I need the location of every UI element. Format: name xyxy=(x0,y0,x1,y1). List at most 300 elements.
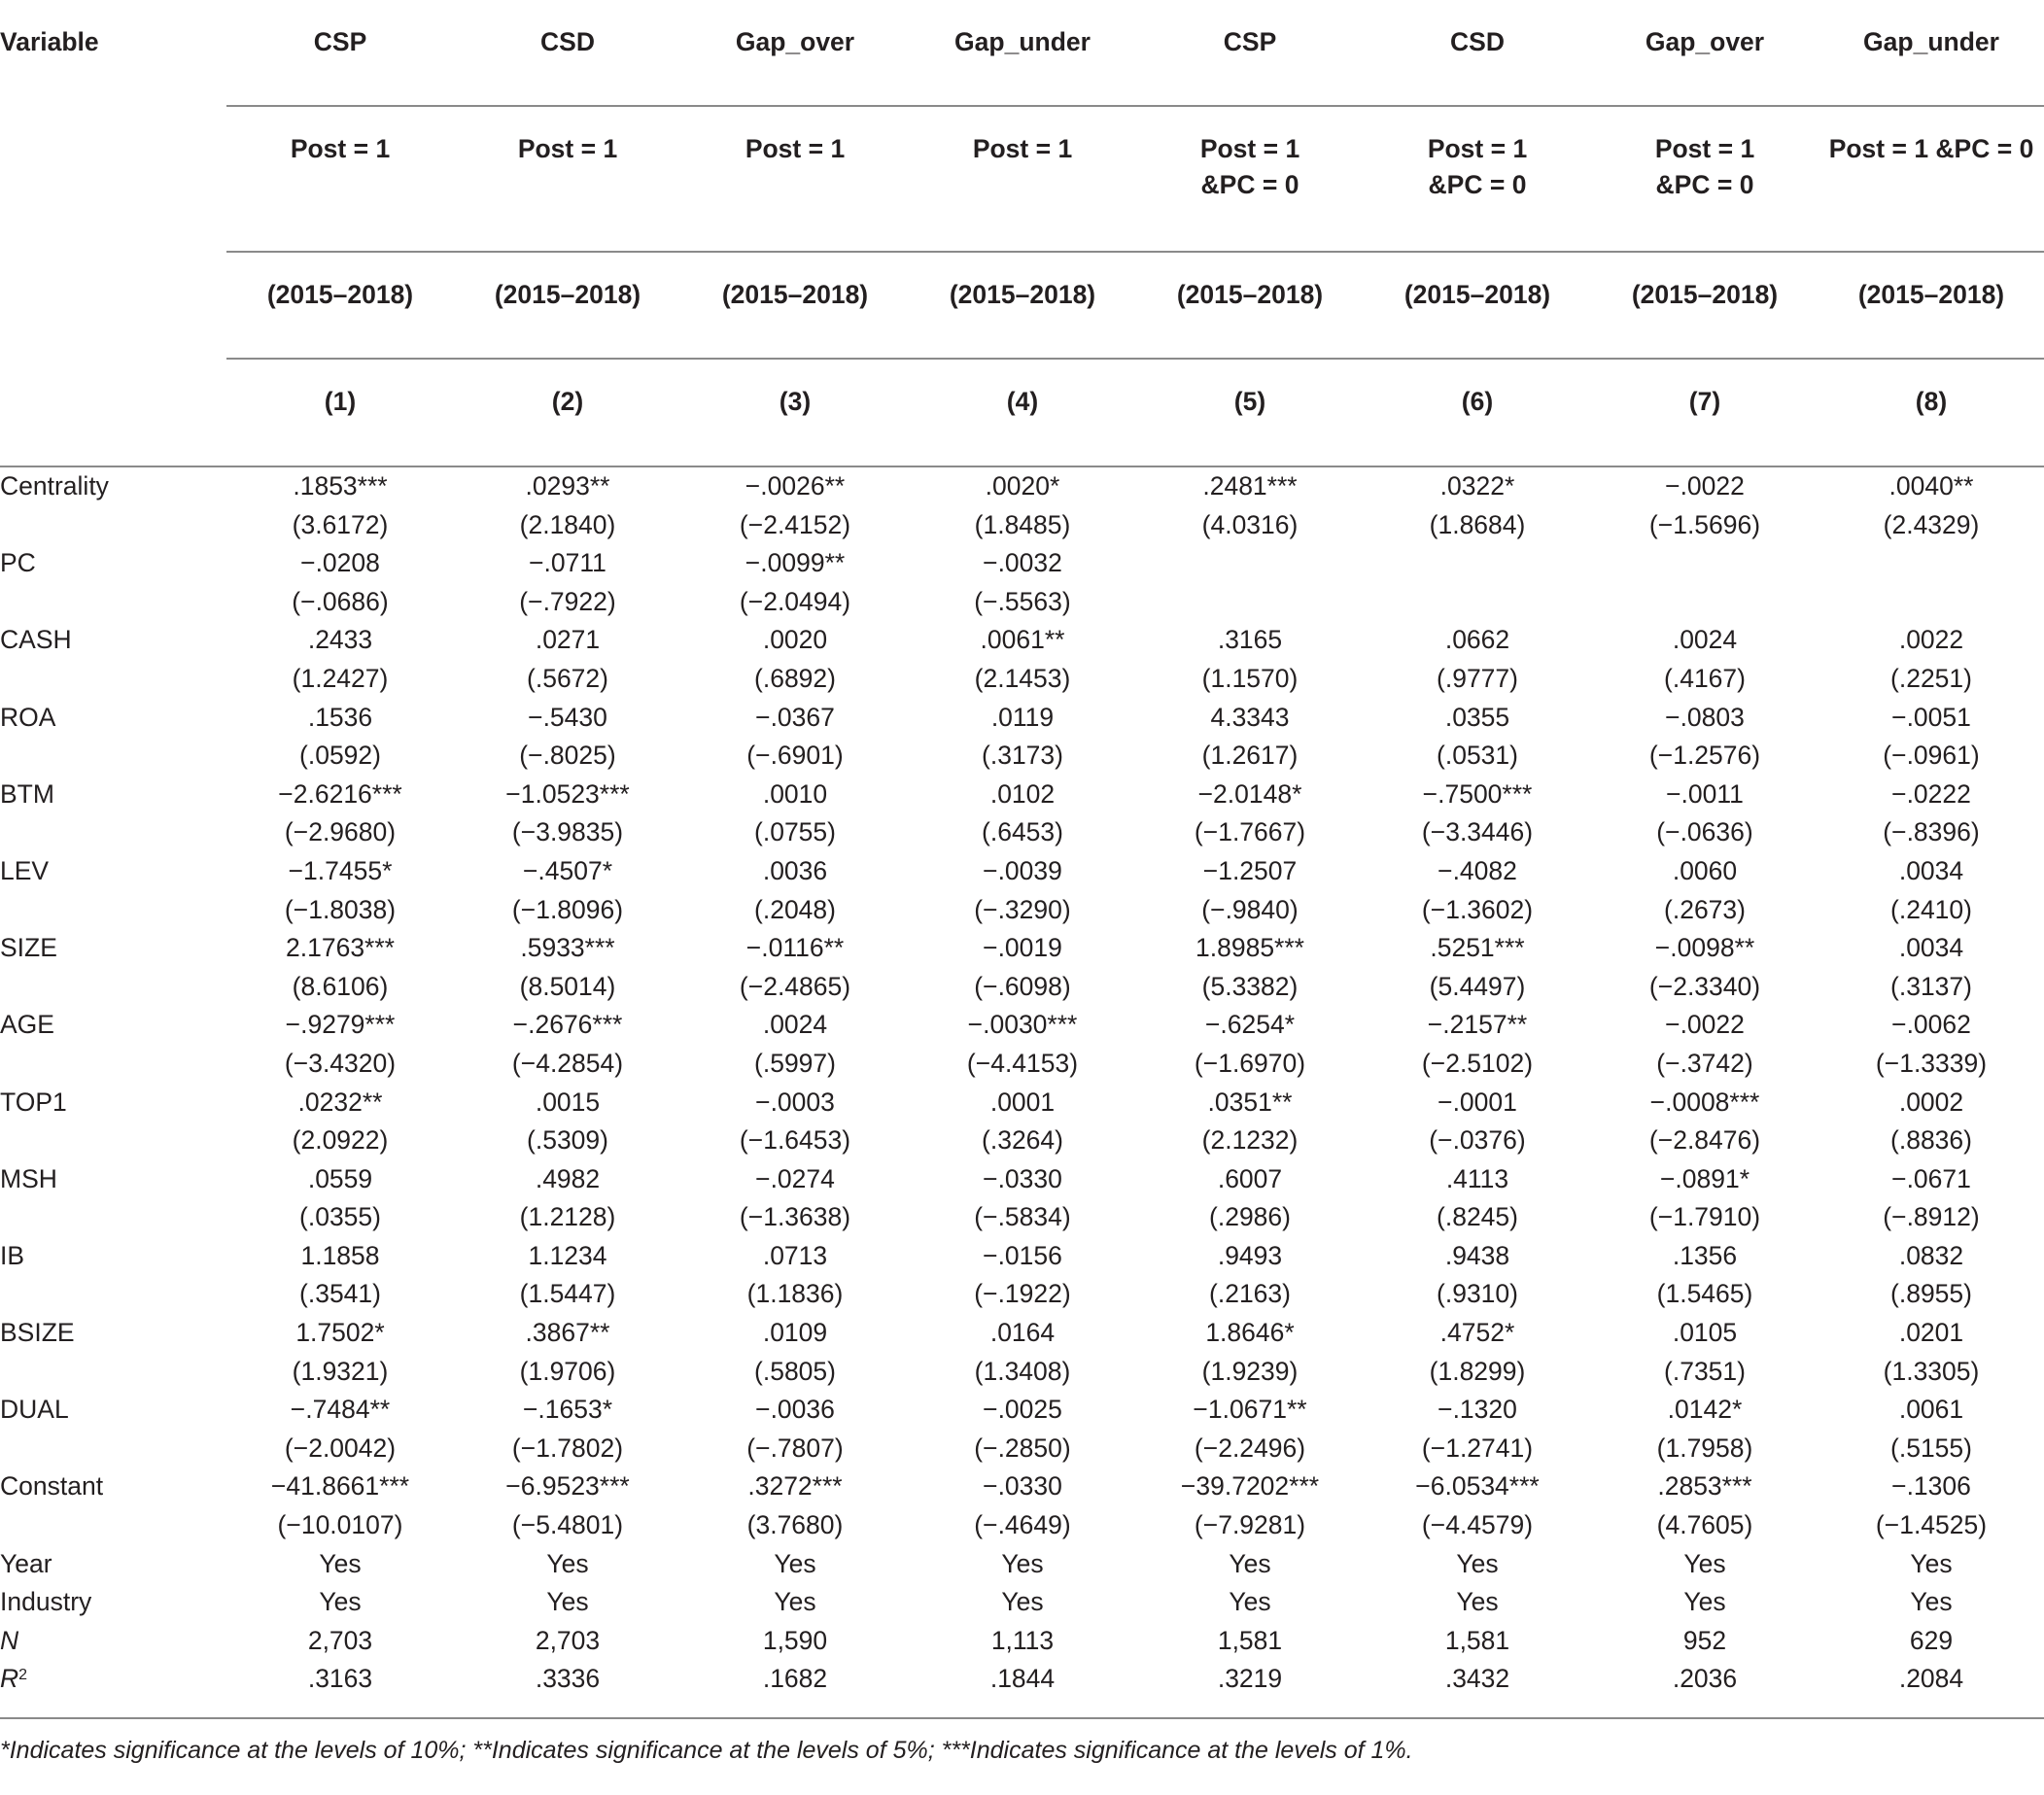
t-stat-cell: (−.3742) xyxy=(1656,1048,1753,1078)
coefficient-cell: 1.8985*** xyxy=(1195,933,1304,963)
sample-line-1: Post = 1 &PC = 0 xyxy=(1828,134,2034,163)
control-cell: Yes xyxy=(1229,1548,1271,1578)
blank-cell xyxy=(0,813,226,852)
coefficient-cell: −.6254* xyxy=(1204,1010,1296,1040)
coefficient-cell: −.7500*** xyxy=(1422,778,1533,809)
coefficient-cell: .5251*** xyxy=(1430,933,1525,963)
column-period-header: (2015–2018) xyxy=(681,252,909,359)
coefficient-cell xyxy=(1819,544,2044,583)
t-stat-row xyxy=(0,1045,2044,1084)
t-stat-cell: (−.0686) xyxy=(292,586,389,616)
t-stat-row xyxy=(0,737,2044,776)
t-stat-cell: (−1.2741) xyxy=(1421,1433,1534,1463)
control-cell: Yes xyxy=(1683,1587,1726,1617)
coefficient-cell: −.0003 xyxy=(755,1087,835,1117)
t-stat-cell: (−1.3339) xyxy=(1875,1048,1988,1078)
t-stat-cell: (−2.2496) xyxy=(1194,1433,1306,1463)
t-stat-cell: (1.5465) xyxy=(1656,1279,1753,1309)
t-stat-cell: (1.8684) xyxy=(1429,509,1526,539)
coefficient-cell: .4982 xyxy=(535,1163,601,1193)
r2-cell: .1844 xyxy=(909,1660,1136,1718)
t-stat-cell: (−4.2854) xyxy=(511,1048,624,1078)
t-stat-cell: (.3264) xyxy=(982,1125,1063,1156)
column-period-header: (2015–2018) xyxy=(226,252,454,359)
variable-label: BTM xyxy=(0,778,54,809)
t-stat-cell: (−1.3638) xyxy=(739,1202,851,1232)
t-stat-cell: (.0592) xyxy=(299,741,381,771)
t-stat-cell: (−1.7910) xyxy=(1648,1202,1761,1232)
sample-line-1: Post = 1 xyxy=(1427,134,1528,163)
t-stat-cell: (2.4329) xyxy=(1883,509,1980,539)
t-stat-cell xyxy=(1364,583,1591,622)
t-stat-cell: (.7351) xyxy=(1664,1356,1746,1386)
column-period-header: (2015–2018) xyxy=(909,252,1136,359)
coefficient-cell: .0713 xyxy=(762,1240,828,1270)
coefficient-cell: 1.7502* xyxy=(295,1318,385,1348)
blank-cell xyxy=(0,737,226,776)
coefficient-cell: −6.0534*** xyxy=(1415,1471,1540,1502)
t-stat-cell: (−.0376) xyxy=(1429,1125,1526,1156)
variable-label: AGE xyxy=(0,1010,54,1040)
t-stat-cell: (1.9706) xyxy=(519,1356,616,1386)
sample-line-2: &PC = 0 xyxy=(1428,170,1527,199)
coefficient-cell: −.0022 xyxy=(1665,471,1745,501)
t-stat-cell: (.2251) xyxy=(1890,663,1972,693)
t-stat-cell: (−.4649) xyxy=(974,1510,1071,1540)
coef-row xyxy=(0,1006,2044,1045)
coefficient-cell: .0662 xyxy=(1444,625,1510,655)
control-row xyxy=(0,1583,2044,1622)
coefficient-cell: .0164 xyxy=(989,1318,1056,1348)
t-stat-cell: (−3.9835) xyxy=(511,817,624,847)
blank-cell xyxy=(0,1122,226,1160)
t-stat-cell: (.2673) xyxy=(1664,894,1746,924)
coefficient-cell: .0102 xyxy=(989,778,1056,809)
coefficient-cell: −.9279*** xyxy=(285,1010,396,1040)
t-stat-cell: (.8955) xyxy=(1890,1279,1972,1309)
control-cell: Yes xyxy=(1456,1548,1499,1578)
t-stat-cell: (.5672) xyxy=(527,663,608,693)
coefficient-cell: .0001 xyxy=(989,1087,1056,1117)
column-dv-header: CSP xyxy=(226,0,454,106)
coefficient-cell: .0020* xyxy=(985,471,1060,501)
t-stat-cell: (4.7605) xyxy=(1656,1510,1753,1540)
t-stat-cell: (.6892) xyxy=(754,663,836,693)
t-stat-cell: (4.0316) xyxy=(1201,509,1299,539)
column-number-header: (6) xyxy=(1364,359,1591,466)
column-number-header: (5) xyxy=(1136,359,1364,466)
n-cell: 2,703 xyxy=(307,1625,373,1655)
coefficient-cell: .0002 xyxy=(1898,1087,1964,1117)
column-dv-header: CSD xyxy=(454,0,681,106)
coefficient-cell: .1536 xyxy=(307,702,373,732)
coefficient-cell: −.0026** xyxy=(745,471,846,501)
t-stat-cell: (−2.3340) xyxy=(1648,971,1761,1001)
t-stat-cell: (−2.0042) xyxy=(284,1433,397,1463)
t-stat-cell: (1.9239) xyxy=(1201,1356,1299,1386)
coefficient-cell: −1.0523*** xyxy=(505,778,630,809)
t-stat-cell: (.9777) xyxy=(1437,663,1518,693)
coefficient-cell: .0142* xyxy=(1667,1395,1743,1425)
footnote: *Indicates significance at the levels of 10%; **Indicates significance at the levels of 5%; ***Indicates significance at the levels of 1%. xyxy=(0,1737,1413,1765)
r2-label xyxy=(0,1660,226,1718)
t-stat-row xyxy=(0,1275,2044,1314)
sample-line-1: Post = 1 xyxy=(517,134,618,163)
blank-cell xyxy=(0,660,226,699)
coefficient-cell: −.0891* xyxy=(1659,1163,1750,1193)
coefficient-cell: .1853*** xyxy=(293,471,388,501)
coefficient-cell: .9493 xyxy=(1217,1240,1283,1270)
coefficient-cell: .0024 xyxy=(1672,625,1738,655)
blank-cell xyxy=(0,506,226,545)
r2-cell: .2084 xyxy=(1819,1660,2044,1718)
coefficient-cell: −.1653* xyxy=(522,1395,613,1425)
t-stat-cell: (8.5014) xyxy=(519,971,616,1001)
coefficient-cell: .3272*** xyxy=(747,1471,843,1502)
coefficient-cell: −41.8661*** xyxy=(270,1471,410,1502)
coefficient-cell: .0034 xyxy=(1898,855,1964,885)
t-stat-cell: (−1.4525) xyxy=(1875,1510,1988,1540)
t-stat-cell: (1.1836) xyxy=(746,1279,844,1309)
t-stat-cell: (.6453) xyxy=(982,817,1063,847)
coefficient-cell xyxy=(1364,544,1591,583)
coefficient-cell: .0036 xyxy=(762,855,828,885)
coefficient-cell: .0015 xyxy=(535,1087,601,1117)
coefficient-cell: .6007 xyxy=(1217,1163,1283,1193)
t-stat-cell: (−1.3602) xyxy=(1421,894,1534,924)
n-cell: 1,113 xyxy=(990,1625,1055,1655)
t-stat-cell: (−.7922) xyxy=(519,586,616,616)
t-stat-cell: (1.3305) xyxy=(1883,1356,1980,1386)
coefficient-cell: −.0330 xyxy=(983,1471,1062,1502)
sample-line-1: Post = 1 xyxy=(972,134,1073,163)
t-stat-cell: (.2410) xyxy=(1890,894,1972,924)
t-stat-cell: (.2048) xyxy=(754,894,836,924)
column-number-header: (8) xyxy=(1819,359,2044,466)
coef-row xyxy=(0,1391,2044,1430)
t-stat-cell: (1.8485) xyxy=(974,509,1071,539)
coefficient-cell: .2481*** xyxy=(1202,471,1298,501)
coefficient-cell: .0559 xyxy=(307,1163,373,1193)
t-stat-cell: (8.6106) xyxy=(292,971,389,1001)
coefficient-cell: 1.8646* xyxy=(1205,1318,1295,1348)
coefficient-cell: 1.1858 xyxy=(300,1240,380,1270)
coefficient-cell: −6.9523*** xyxy=(505,1471,630,1502)
r2-cell: .2036 xyxy=(1591,1660,1819,1718)
coefficient-cell: −.0039 xyxy=(983,855,1062,885)
control-cell: Yes xyxy=(1683,1548,1726,1578)
blank-cell xyxy=(0,1275,226,1314)
t-stat-cell: (−2.8476) xyxy=(1648,1125,1761,1156)
blank-cell xyxy=(0,968,226,1007)
t-stat-cell: (3.7680) xyxy=(746,1510,844,1540)
coefficient-cell: −2.6216*** xyxy=(278,778,402,809)
t-stat-cell: (−2.4865) xyxy=(739,971,851,1001)
coefficient-cell: .0119 xyxy=(990,702,1055,732)
control-cell: Yes xyxy=(1910,1587,1953,1617)
n-row xyxy=(0,1622,2044,1661)
t-stat-cell: (−1.6453) xyxy=(739,1125,851,1156)
t-stat-cell: (2.1232) xyxy=(1201,1125,1299,1156)
coefficient-cell: −.0330 xyxy=(983,1163,1062,1193)
variable-label: ROA xyxy=(0,702,56,732)
t-stat-cell: (.0755) xyxy=(754,817,836,847)
t-stat-row xyxy=(0,968,2044,1007)
variable-label: BSIZE xyxy=(0,1318,75,1348)
t-stat-cell: (1.9321) xyxy=(292,1356,389,1386)
blank-cell xyxy=(0,1430,226,1468)
t-stat-cell: (1.5447) xyxy=(519,1279,616,1309)
variable-label: Centrality xyxy=(0,471,109,501)
t-stat-cell xyxy=(1136,583,1364,622)
coefficient-cell: .3867** xyxy=(525,1318,610,1348)
sample-line-1: Post = 1 xyxy=(1199,134,1300,163)
coef-row xyxy=(0,776,2044,814)
variable-label: CASH xyxy=(0,625,72,655)
column-sample-header xyxy=(454,106,681,252)
t-stat-cell: (2.0922) xyxy=(292,1125,389,1156)
t-stat-row xyxy=(0,1353,2044,1392)
t-stat-cell: (−.3290) xyxy=(974,894,1071,924)
coefficient-cell: −.0711 xyxy=(529,548,606,578)
t-stat-row xyxy=(0,813,2044,852)
r2-cell: .3219 xyxy=(1136,1660,1364,1718)
column-dv-header: CSD xyxy=(1364,0,1591,106)
control-cell: Yes xyxy=(546,1548,589,1578)
t-stat-cell: (1.2128) xyxy=(519,1202,616,1232)
coefficient-cell: −.2676*** xyxy=(512,1010,623,1040)
t-stat-cell: (−.2850) xyxy=(974,1433,1071,1463)
coefficient-cell: .0061** xyxy=(980,625,1065,655)
sample-line-2: &PC = 0 xyxy=(1200,170,1299,199)
blank-cell xyxy=(0,1045,226,1084)
coefficient-cell: −.0022 xyxy=(1665,1010,1745,1040)
blank-cell xyxy=(0,359,226,466)
coefficient-cell: −.0274 xyxy=(755,1163,835,1193)
control-row xyxy=(0,1545,2044,1584)
coefficient-cell: −.0803 xyxy=(1665,702,1745,732)
coefficient-cell: −1.2507 xyxy=(1202,855,1298,885)
blank-cell xyxy=(0,1198,226,1237)
coefficient-cell: −.0001 xyxy=(1438,1087,1517,1117)
column-sample-header xyxy=(681,106,909,252)
t-stat-cell: (.3137) xyxy=(1890,971,1972,1001)
column-dv-header: Gap_under xyxy=(909,0,1136,106)
coefficient-cell: .2433 xyxy=(307,625,373,655)
coefficient-cell: 4.3343 xyxy=(1210,702,1290,732)
t-stat-row xyxy=(0,660,2044,699)
t-stat-cell xyxy=(1819,583,2044,622)
control-cell: Yes xyxy=(1456,1587,1499,1617)
coefficient-cell: −.4082 xyxy=(1438,855,1517,885)
coefficient-cell: 1.1234 xyxy=(528,1240,607,1270)
t-stat-cell: (−.7807) xyxy=(746,1433,844,1463)
control-cell: Yes xyxy=(319,1587,362,1617)
t-stat-cell: (−2.5102) xyxy=(1421,1048,1534,1078)
t-stat-cell: (−1.2576) xyxy=(1648,741,1761,771)
blank-cell xyxy=(0,106,226,252)
coefficient-cell: −.0025 xyxy=(983,1395,1062,1425)
column-period-header: (2015–2018) xyxy=(1591,252,1819,359)
t-stat-cell: (1.2427) xyxy=(292,663,389,693)
t-stat-cell: (−2.0494) xyxy=(739,586,851,616)
coefficient-cell: .9438 xyxy=(1444,1240,1510,1270)
blank-cell xyxy=(0,583,226,622)
r2-label-text: R xyxy=(0,1664,19,1694)
column-number-header: (1) xyxy=(226,359,454,466)
column-sample-header xyxy=(1591,106,1819,252)
variable-label: Constant xyxy=(0,1471,104,1502)
t-stat-cell: (−.9840) xyxy=(1201,894,1299,924)
coefficient-cell: .2853*** xyxy=(1657,1471,1752,1502)
r2-cell: .1682 xyxy=(681,1660,909,1718)
t-stat-row xyxy=(0,1198,2044,1237)
t-stat-cell: (.8245) xyxy=(1437,1202,1518,1232)
n-cell: 1,590 xyxy=(762,1625,828,1655)
sample-line-1: Post = 1 xyxy=(1654,134,1755,163)
coef-row xyxy=(0,852,2044,891)
coefficient-cell: −.0008*** xyxy=(1649,1087,1760,1117)
t-stat-row xyxy=(0,1430,2044,1468)
coefficient-cell: −.0030*** xyxy=(967,1010,1078,1040)
t-stat-cell: (−3.3446) xyxy=(1421,817,1534,847)
t-stat-cell: (−1.6970) xyxy=(1194,1048,1306,1078)
t-stat-cell: (−.0961) xyxy=(1883,741,1980,771)
coefficient-cell: .0271 xyxy=(535,625,601,655)
t-stat-cell: (−.1922) xyxy=(974,1279,1071,1309)
coef-row xyxy=(0,621,2044,660)
t-stat-cell: (−.5563) xyxy=(974,586,1071,616)
t-stat-cell: (1.3408) xyxy=(974,1356,1071,1386)
coefficient-cell: .0040** xyxy=(1888,471,1974,501)
coef-row xyxy=(0,1160,2044,1199)
t-stat-cell: (−7.9281) xyxy=(1194,1510,1306,1540)
t-stat-cell: (1.7958) xyxy=(1656,1433,1753,1463)
t-stat-cell: (.0531) xyxy=(1437,741,1518,771)
r2-cell: .3163 xyxy=(226,1660,454,1718)
t-stat-cell: (−10.0107) xyxy=(277,1510,403,1540)
t-stat-cell: (.5805) xyxy=(754,1356,836,1386)
control-cell: Yes xyxy=(319,1548,362,1578)
coefficient-cell: .0060 xyxy=(1672,855,1738,885)
variable-label: LEV xyxy=(0,855,50,885)
t-stat-cell: (−.6098) xyxy=(974,971,1071,1001)
column-period-header: (2015–2018) xyxy=(1819,252,2044,359)
coefficient-cell: −.0099** xyxy=(745,548,846,578)
t-stat-cell: (.5155) xyxy=(1890,1433,1972,1463)
coefficient-cell: −.1306 xyxy=(1891,1471,1971,1502)
control-cell: Yes xyxy=(1001,1548,1044,1578)
column-sample-header xyxy=(909,106,1136,252)
header-row-sample xyxy=(0,106,2044,252)
t-stat-cell: (.9310) xyxy=(1437,1279,1518,1309)
t-stat-cell: (−4.4579) xyxy=(1421,1510,1534,1540)
t-stat-cell: (1.1570) xyxy=(1201,663,1299,693)
column-dv-header: Gap_under xyxy=(1819,0,2044,106)
variable-label: TOP1 xyxy=(0,1087,67,1117)
coefficient-cell: .0061 xyxy=(1898,1395,1964,1425)
coefficient-cell: .0832 xyxy=(1898,1240,1964,1270)
t-stat-cell: (1.2617) xyxy=(1201,741,1299,771)
blank-cell xyxy=(0,252,226,359)
sample-line-2: &PC = 0 xyxy=(1655,170,1754,199)
coefficient-cell: −.0116** xyxy=(745,933,845,963)
t-stat-cell xyxy=(1591,583,1819,622)
coef-row xyxy=(0,699,2044,738)
r2-cell: .3336 xyxy=(454,1660,681,1718)
header-row-number xyxy=(0,359,2044,466)
coefficient-cell: .0105 xyxy=(1672,1318,1738,1348)
coefficient-cell: −.1320 xyxy=(1438,1395,1517,1425)
coef-row xyxy=(0,1237,2044,1276)
t-stat-cell: (−1.7667) xyxy=(1194,817,1306,847)
coefficient-cell xyxy=(1591,544,1819,583)
coefficient-cell: .3165 xyxy=(1217,625,1283,655)
coefficient-cell: .0020 xyxy=(762,625,828,655)
coefficient-cell: .0351** xyxy=(1207,1087,1293,1117)
coefficient-cell: −.2157** xyxy=(1427,1010,1528,1040)
coefficient-cell xyxy=(1136,544,1364,583)
control-cell: Yes xyxy=(1910,1548,1953,1578)
coefficient-cell: −.0671 xyxy=(1891,1163,1971,1193)
t-stat-cell: (.4167) xyxy=(1664,663,1746,693)
blank-cell xyxy=(0,891,226,930)
t-stat-cell: (−1.8096) xyxy=(511,894,624,924)
t-stat-cell: (2.1453) xyxy=(974,663,1071,693)
control-cell: Yes xyxy=(1001,1587,1044,1617)
column-sample-header xyxy=(1819,106,2044,252)
header-row-period xyxy=(0,252,2044,359)
coefficient-cell: −.0156 xyxy=(983,1240,1062,1270)
column-period-header: (2015–2018) xyxy=(1364,252,1591,359)
column-dv-header: Gap_over xyxy=(1591,0,1819,106)
t-stat-cell: (.5997) xyxy=(754,1048,836,1078)
n-cell: 952 xyxy=(1682,1625,1727,1655)
coefficient-cell: .0355 xyxy=(1444,702,1510,732)
control-label: Industry xyxy=(0,1587,92,1617)
footnote-row xyxy=(0,1718,2044,1795)
t-stat-cell: (−2.4152) xyxy=(739,509,851,539)
blank-cell xyxy=(0,1353,226,1392)
variable-label: IB xyxy=(0,1240,25,1270)
column-dv-header: CSP xyxy=(1136,0,1364,106)
coefficient-cell: −1.0671** xyxy=(1193,1395,1307,1425)
coef-row xyxy=(0,466,2044,506)
coefficient-cell: −2.0148* xyxy=(1197,778,1302,809)
coefficient-cell: −.0208 xyxy=(300,548,380,578)
t-stat-cell: (−2.9680) xyxy=(284,817,397,847)
variable-label: SIZE xyxy=(0,933,57,963)
r2-superscript: 2 xyxy=(18,1667,28,1684)
t-stat-cell: (−3.4320) xyxy=(284,1048,397,1078)
t-stat-cell: (.5309) xyxy=(527,1125,608,1156)
control-label: Year xyxy=(0,1548,52,1578)
column-period-header: (2015–2018) xyxy=(1136,252,1364,359)
n-cell: 1,581 xyxy=(1444,1625,1510,1655)
t-stat-row xyxy=(0,1122,2044,1160)
r2-cell: .3432 xyxy=(1364,1660,1591,1718)
control-cell: Yes xyxy=(774,1548,816,1578)
t-stat-cell: (.0355) xyxy=(299,1202,381,1232)
coefficient-cell: .0010 xyxy=(762,778,828,809)
t-stat-cell: (−.8912) xyxy=(1883,1202,1980,1232)
coefficient-cell: .0201 xyxy=(1898,1318,1964,1348)
coefficient-cell: .4113 xyxy=(1445,1163,1509,1193)
coefficient-cell: .1356 xyxy=(1672,1240,1738,1270)
coefficient-cell: .0109 xyxy=(762,1318,828,1348)
coefficient-cell: .0232** xyxy=(297,1087,383,1117)
variable-label: DUAL xyxy=(0,1395,69,1425)
